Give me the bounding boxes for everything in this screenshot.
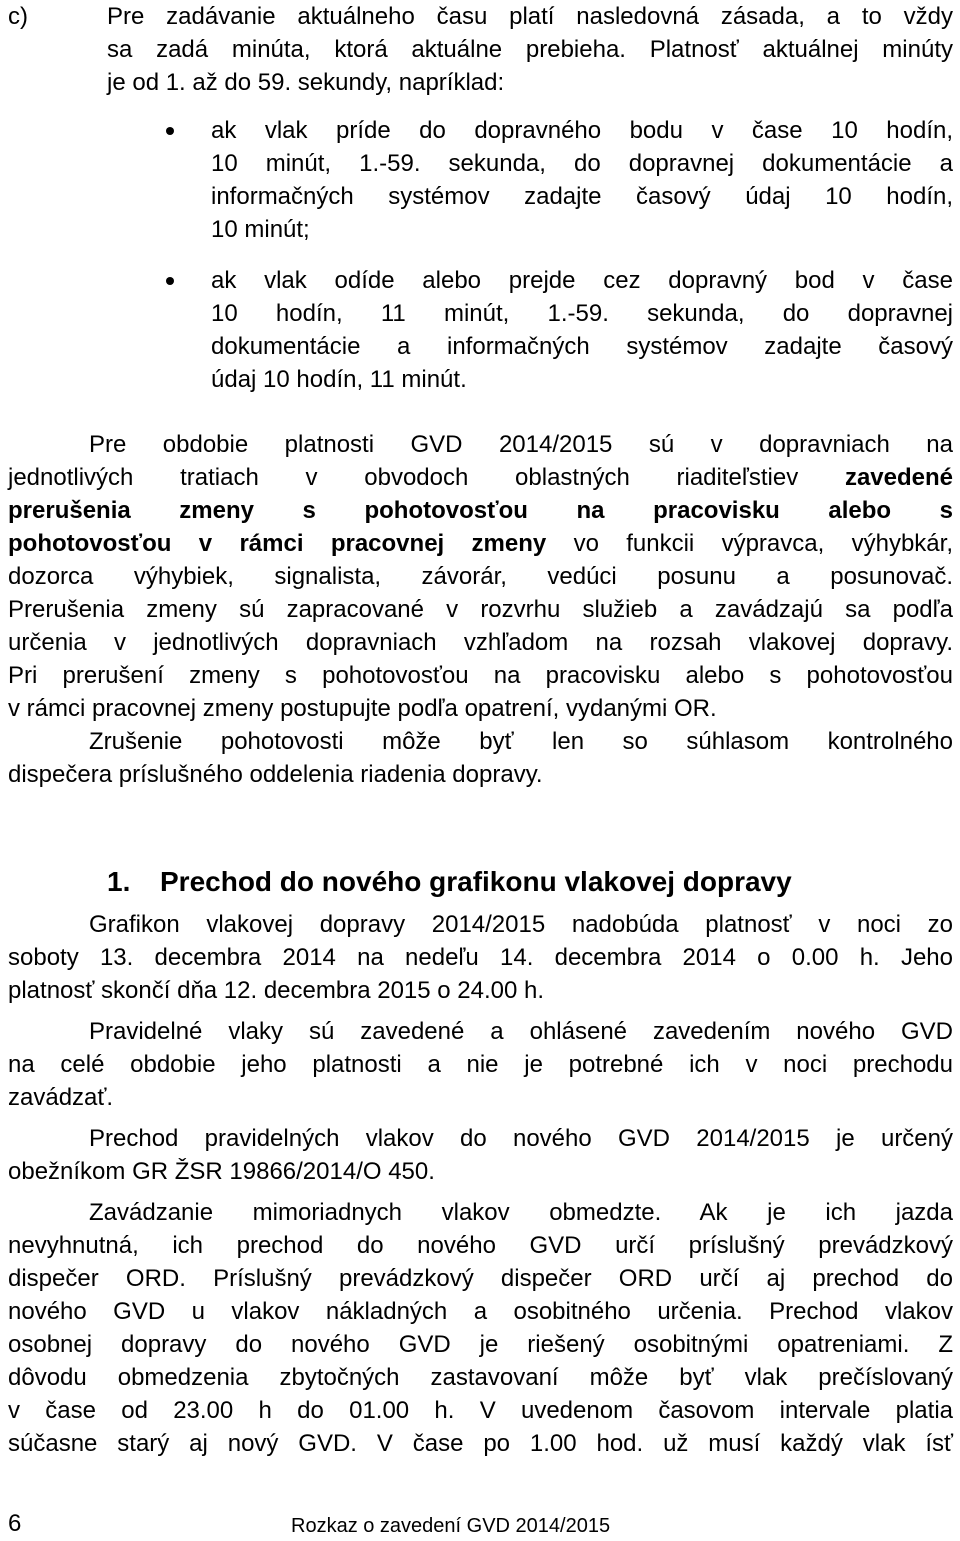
item-label: c) xyxy=(8,3,28,30)
para-line: Prechod pravidelných vlakov do nového GVD 2014/2015 je určený xyxy=(89,1125,953,1152)
bullet-1-line-4: 10 minút; xyxy=(211,216,310,243)
para-line: zavádzať. xyxy=(8,1084,114,1111)
para-line: na celé obdobie jeho platnosti a nie je potrebné ich v noci prechodu xyxy=(8,1051,953,1078)
section-number: 1. xyxy=(107,866,131,897)
bullet-2-line-3: dokumentácie a informačných systémov zadajte časový xyxy=(211,333,953,360)
para-line: platnosť skončí dňa 12. decembra 2015 o 24.00 h. xyxy=(8,977,545,1004)
para-bold-line: prerušenia zmeny s pohotovosťou na pracovisku alebo s xyxy=(8,497,953,524)
bullet-2-line-4: údaj 10 hodín, 11 minút. xyxy=(211,366,467,393)
bullet-dot-icon xyxy=(166,277,174,285)
para-line: Prerušenia zmeny sú zapracované v rozvrhu služieb a zavádzajú sa podľa xyxy=(8,596,953,623)
para-line: Zrušenie pohotovosti môže byť len so súhlasom kontrolného xyxy=(89,728,953,755)
para-line: Pravidelné vlaky sú zavedené a ohlásené zavedením nového GVD xyxy=(89,1018,953,1045)
bullet-2-line-1: ak vlak odíde alebo prejde cez dopravný bod v čase xyxy=(211,267,953,294)
para-line: obežníkom GR ŽSR 19866/2014/O 450. xyxy=(8,1158,435,1185)
para-line: osobnej dopravy do nového GVD je riešený osobitnými opatreniami. Z xyxy=(8,1331,953,1358)
para-line: nevyhnutná, ich prechod do nového GVD určí príslušný prevádzkový xyxy=(8,1232,953,1259)
bullet-1-line-1: ak vlak príde do dopravného bodu v čase 10 hodín, xyxy=(211,117,953,144)
para-line xyxy=(8,461,953,494)
para-line: dôvodu obmedzenia zbytočných zastavovaní môže byť vlak prečíslovaný xyxy=(8,1364,953,1391)
para-line: nového GVD u vlakov nákladných a osobitného určenia. Prechod vlakov xyxy=(8,1298,953,1325)
footer-title: Rozkaz o zavedení GVD 2014/2015 xyxy=(291,1515,611,1537)
para-bold-text: zavedené xyxy=(844,464,953,491)
para-text: vo funkcii výpravca, výhybkár, xyxy=(573,530,953,557)
para-line: určenia v jednotlivých dopravniach vzhľadom na rozsah vlakovej dopravy. xyxy=(8,629,953,656)
para-line xyxy=(8,527,953,560)
para-line: Grafikon vlakovej dopravy 2014/2015 nadobúda platnosť v noci zo xyxy=(89,911,953,938)
para-line: v čase od 23.00 h do 01.00 h. V uvedenom časovom intervale platia xyxy=(8,1397,953,1424)
para-line: v rámci pracovnej zmeny postupujte podľa opatrení, vydanými OR. xyxy=(8,695,717,722)
bullet-1-line-2: 10 minút, 1.-59. sekunda, do dopravnej dokumentácie a xyxy=(211,150,953,177)
para-bold-text: pohotovosťou v rámci pracovnej zmeny xyxy=(8,530,547,557)
para-line: dispečera príslušného oddelenia riadenia dopravy. xyxy=(8,761,543,788)
list-item-c xyxy=(0,0,960,100)
section-heading xyxy=(107,862,792,902)
para-line: Zavádzanie mimoriadnych vlakov obmedzte. Ak je ich jazda xyxy=(89,1199,953,1226)
section-title: Prechod do nového grafikonu vlakovej dopravy xyxy=(160,866,792,897)
para-line: súčasne starý aj nový GVD. V čase po 1.00 hod. už musí každý vlak ísť xyxy=(8,1430,953,1457)
page-number: 6 xyxy=(8,1510,22,1537)
para-line: dozorca výhybiek, signalista, závorár, vedúci posunu a posunovač. xyxy=(8,563,953,590)
bullet-1-line-3: informačných systémov zadajte časový údaj 10 hodín, xyxy=(211,183,953,210)
para-line: dispečer ORD. Príslušný prevádzkový dispečer ORD určí aj prechod do xyxy=(8,1265,953,1292)
item-c-line-1: Pre zadávanie aktuálneho času platí nasledovná zásada, a to vždy xyxy=(107,3,953,30)
item-c-line-2: sa zadá minúta, ktorá aktuálne prebieha. Platnosť aktuálnej minúty xyxy=(107,36,953,63)
item-c-line-3: je od 1. až do 59. sekundy, napríklad: xyxy=(107,69,505,96)
para-text: jednotlivých tratiach v obvodoch oblastných riaditeľstiev xyxy=(8,464,799,491)
para-line: Pri prerušení zmeny s pohotovosťou na pracovisku alebo s pohotovosťou xyxy=(8,662,953,689)
para-line: soboty 13. decembra 2014 na nedeľu 14. decembra 2014 o 0.00 h. Jeho xyxy=(8,944,953,971)
bullet-dot-icon xyxy=(166,127,174,135)
para-line: Pre obdobie platnosti GVD 2014/2015 sú v dopravniach na xyxy=(89,431,953,458)
bullet-2-line-2: 10 hodín, 11 minút, 1.-59. sekunda, do dopravnej xyxy=(211,300,953,327)
